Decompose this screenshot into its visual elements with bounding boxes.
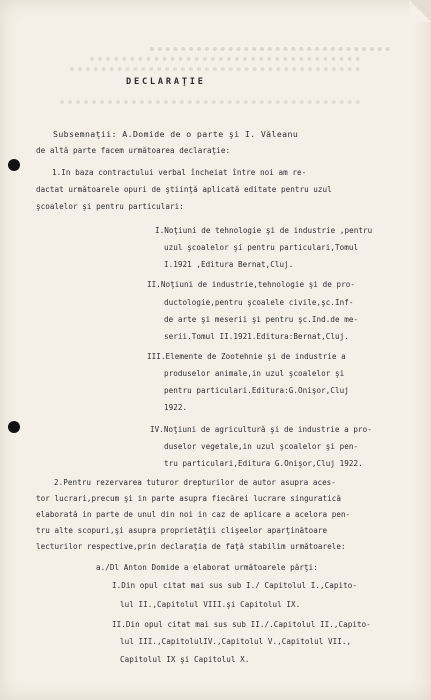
section2-line-4: tru alte scopuri,şi asupra proprietăţii clişeelor aparţinătoare — [36, 526, 328, 535]
section2-line-5: lecturilor respective,prin declaraţia de faţă stabilim următoarele: — [36, 542, 346, 551]
work-3-line-3: pentru particulari.Editura:G.Onişor,Cluj — [164, 386, 349, 395]
work-2-line-2: ductologie,pentru şcoalele civile,şc.Inf- — [164, 298, 354, 307]
section1-line-3: şcoalelor şi pentru particulari: — [36, 202, 184, 211]
punch-hole-bottom — [8, 421, 20, 433]
subsection-a-header: a./Dl Anton Domide a elaborat următoarele părţi: — [96, 563, 318, 572]
work-4-line-3: tru particulari,Editura G.Onişor,Cluj 1922. — [164, 459, 363, 468]
bleed-through-text — [70, 67, 360, 72]
intro-line-2: de altă parte facem următoarea declaraţie: — [36, 146, 231, 155]
bleed-through-text — [150, 47, 390, 52]
work-1-line-1: I.Noţiuni de tehnologie şi de industrie ,pentru — [155, 226, 373, 235]
work-4-line-2: duselor vegetale,in uzul şcoalelor şi pen- — [164, 442, 359, 451]
work-2-line-1: II.Noţiuni de industrie,tehnologie şi de pro- — [147, 280, 355, 289]
punch-hole-top — [8, 159, 20, 171]
work-2-line-4: serii.Tomul II.1921.Editura:Bernat,Cluj. — [164, 332, 349, 341]
page-corner-fold — [409, 0, 431, 22]
subsection-a-item-2-line-1: II.Din opul citat mai sus sub II./.Capitolul II.,Capito- — [112, 620, 371, 629]
intro-line-1: Subsemnaţii: A.Domide de o parte şi I. Văleanu — [53, 129, 299, 139]
work-4-line-1: IV.Noţiuni de agricultură şi de industrie a pro- — [150, 425, 372, 434]
section2-line-1: 2.Pentru rezervarea tuturor drepturilor de autor asupra aces- — [54, 478, 336, 487]
work-1-line-3: I.1921 ,Editura Bernat,Cluj. — [164, 260, 294, 269]
work-2-line-3: de arte şi meserii şi pentru şc.Ind.de me- — [164, 315, 359, 324]
work-3-line-4: 1922. — [164, 403, 188, 412]
bleed-through-text — [90, 57, 360, 62]
work-3-line-1: III.Elemente de Zootehnie şi de industrie a — [147, 352, 346, 361]
section1-line-1: 1.In baza contractului verbal încheiat între noi am re- — [52, 168, 307, 177]
section1-line-2: dactat următoarele opuri de ştiinţă aplicată editate pentru uzul — [36, 185, 332, 194]
work-3-line-2: produselor animale,in uzul şcoalelor şi — [164, 369, 345, 378]
section2-line-2: tor lucrari,precum şi in parte asupra fiecărei lucrare singuratică — [36, 494, 342, 503]
work-1-line-2: uzul şcoalelor şi pentru particulari,Tomul — [164, 243, 359, 252]
document-title: DECLARAŢIE — [126, 77, 206, 87]
subsection-a-item-1-line-2: lul II.,Capitolul VIII.şi Capitolul IX. — [120, 600, 301, 609]
subsection-a-item-2-line-3: Capitolul IX şi Capitolul X. — [120, 655, 250, 664]
subsection-a-item-1-line-1: I.Din opul citat mai sus sub I./ Capitolul I.,Capito- — [112, 581, 357, 590]
bleed-through-text — [60, 100, 360, 105]
subsection-a-item-2-line-2: lul III.,CapitolulIV.,Capitolul V.,Capitolul VII., — [120, 637, 352, 646]
section2-line-3: elaborată in parte de unul din noi in caz de aplicare a acelora pen- — [36, 510, 351, 519]
